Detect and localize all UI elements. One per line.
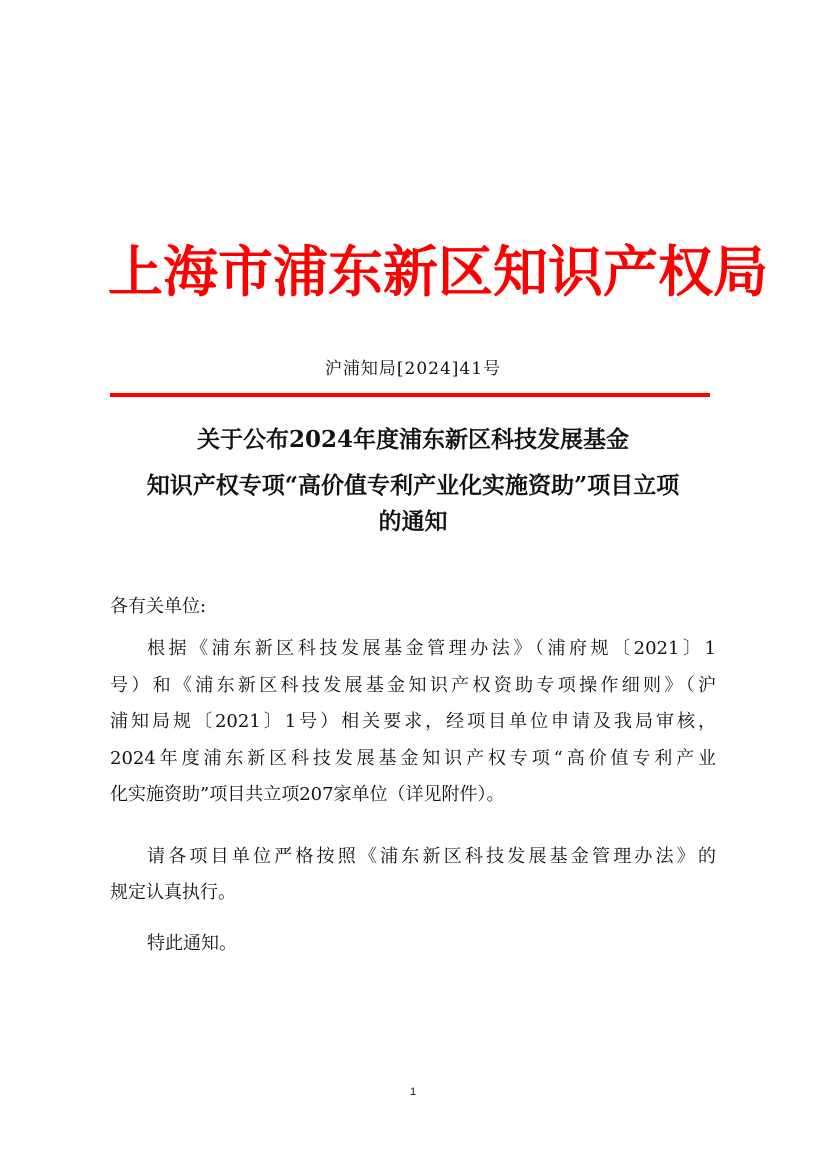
closing-remark: 特此通知。 (147, 933, 237, 954)
document-title-line-2: 知识产权专项“高价值专利产业化实施资助”项目立项 (146, 472, 680, 499)
paragraph-2-line: 请各项目单位严格按照《浦东新区科技发展基金管理办法》的 (147, 846, 716, 867)
page-number: 1 (409, 1086, 417, 1098)
paragraph-2-line: 规定认真执行。 (110, 882, 236, 903)
document-number: 沪浦知局[2024]41号 (324, 359, 502, 379)
document-title-line-3: 的通知 (378, 508, 448, 535)
document-title-line-1: 关于公布2024年度浦东新区科技发展基金 (196, 426, 629, 453)
salutation: 各有关单位: (110, 596, 207, 617)
paragraph-1-line: 2024年度浦东新区科技发展基金知识产权专项“高价值专利产业 (110, 748, 716, 769)
issuing-organization-header: 上海市浦东新区知识产权局 (108, 239, 769, 304)
red-divider-line (110, 393, 710, 397)
paragraph-1-line: 号）和《浦东新区科技发展基金知识产权资助专项操作细则》（沪 (110, 675, 716, 696)
paragraph-1-line: 化实施资助”项目共立项207家单位（详见附件）。 (110, 784, 505, 805)
paragraph-1-line: 根据《浦东新区科技发展基金管理办法》（浦府规〔2021〕1 (147, 638, 716, 659)
paragraph-1-line: 浦知局规〔2021〕1号）相关要求，经项目单位申请及我局审核， (110, 711, 716, 732)
